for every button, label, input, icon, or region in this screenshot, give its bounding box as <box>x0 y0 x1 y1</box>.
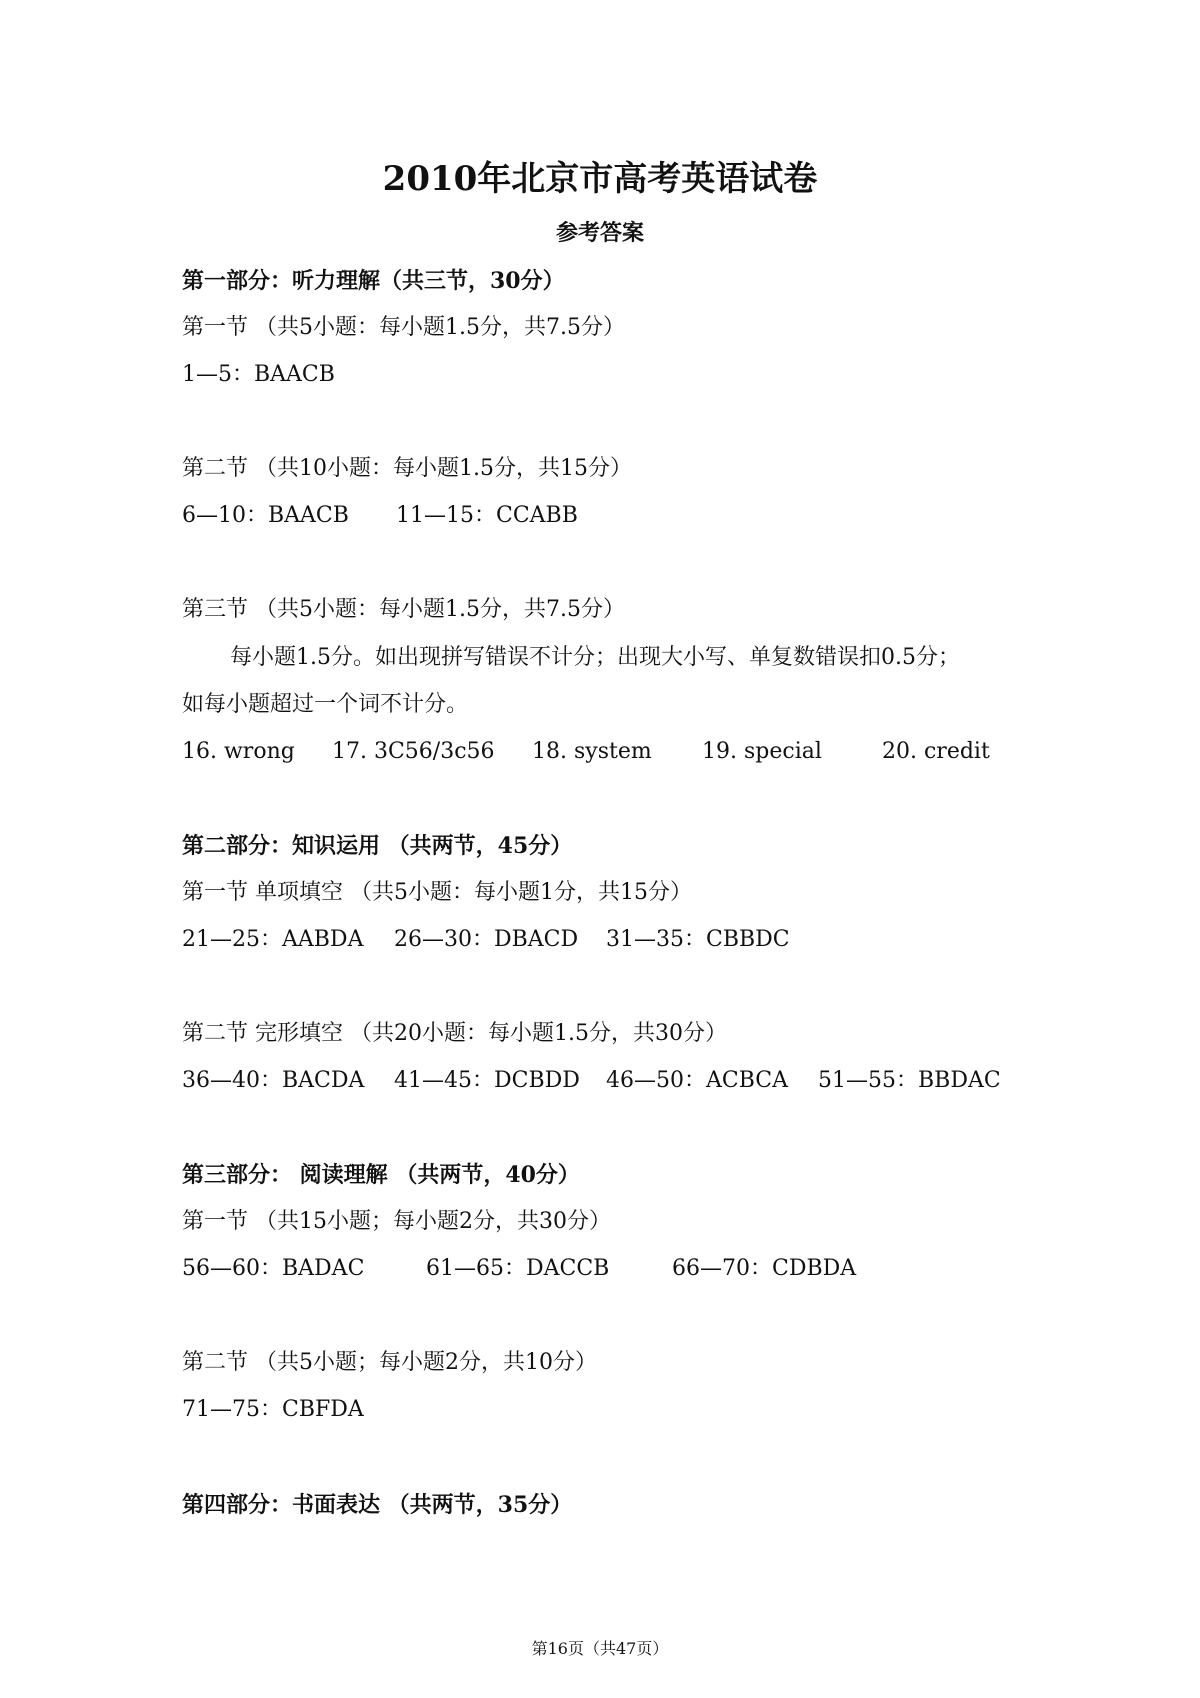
part4-heading: 第四部分：书面表达 （共两节，35分） <box>182 1492 573 1518</box>
part2-section2-label: 第二节 完形填空 （共20小题：每小题1.5分，共30分） <box>182 1021 727 1046</box>
part1-section1-answers: 1—5：BAACB <box>182 362 335 387</box>
part3-section1-answers <box>182 1254 1082 1284</box>
answer-group: 41—45：DCBDD <box>394 1068 580 1093</box>
answer-group: 66—70：CDBDA <box>672 1256 857 1281</box>
part2-section2-answers <box>182 1066 1082 1096</box>
part3-section2-answers: 71—75：CBFDA <box>182 1397 364 1422</box>
page-title: 2010年北京市高考英语试卷 <box>382 159 818 199</box>
page-footer: 第16页（共47页） <box>531 1639 669 1658</box>
answer-item: 20. credit <box>882 739 990 764</box>
part3-heading: 第三部分： 阅读理解 （共两节，40分） <box>182 1162 580 1188</box>
answer-group: 26—30：DBACD <box>394 927 579 952</box>
part1-section1-label: 第一节 （共5小题：每小题1.5分，共7.5分） <box>182 315 625 340</box>
answer-group: 31—35：CBBDC <box>606 927 790 952</box>
page-subtitle: 参考答案 <box>555 220 644 246</box>
part3-section1-label: 第一节 （共15小题；每小题2分，共30分） <box>182 1209 611 1234</box>
answer-group: 61—65：DACCB <box>426 1256 610 1281</box>
part1-section2-label: 第二节 （共10小题：每小题1.5分，共15分） <box>182 456 632 481</box>
answer-item: 16. wrong <box>182 739 295 764</box>
answer-group: 6—10：BAACB <box>182 503 349 528</box>
answer-group: 46—50：ACBCA <box>606 1068 789 1093</box>
answer-group: 51—55：BBDAC <box>818 1068 1001 1093</box>
answer-group: 56—60：BADAC <box>182 1256 365 1281</box>
part1-section3-answers <box>182 737 1082 767</box>
answer-item: 18. system <box>532 739 652 764</box>
answer-item: 19. special <box>702 739 822 764</box>
answer-item: 17. 3C56/3c56 <box>332 739 495 764</box>
answer-group: 11—15：CCABB <box>396 503 578 528</box>
part2-section1-label: 第一节 单项填空 （共5小题：每小题1分，共15分） <box>182 880 692 905</box>
part1-section3-note-line2: 如每小题超过一个词不计分。 <box>182 692 469 717</box>
part2-section1-answers <box>182 925 1082 955</box>
part1-section3-note-line1: 每小题1.5分。如出现拼写错误不计分；出现大小写、单复数错误扣0.5分； <box>230 645 960 670</box>
part3-section2-label: 第二节 （共5小题；每小题2分，共10分） <box>182 1350 597 1375</box>
part1-section2-answers <box>182 501 1082 531</box>
answer-group: 21—25：AABDA <box>182 927 364 952</box>
part1-section3-label: 第三节 （共5小题：每小题1.5分，共7.5分） <box>182 597 625 622</box>
part2-heading: 第二部分：知识运用 （共两节，45分） <box>182 833 573 859</box>
answer-group: 36—40：BACDA <box>182 1068 365 1093</box>
part1-heading: 第一部分：听力理解（共三节，30分） <box>182 268 565 294</box>
